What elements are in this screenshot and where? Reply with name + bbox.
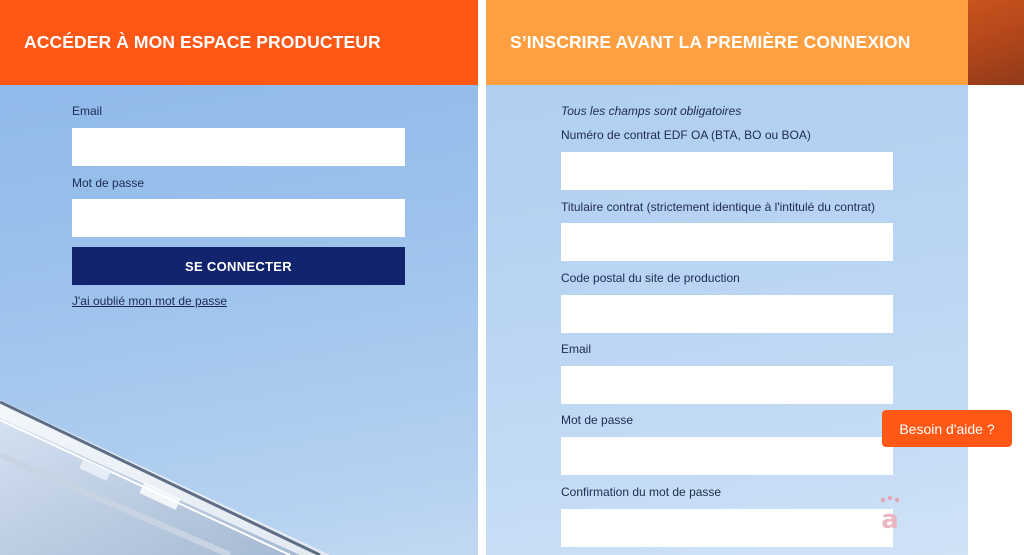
login-email-field[interactable] [72, 128, 405, 166]
login-password-label: Mot de passe [72, 176, 145, 190]
login-title: ACCÉDER À MON ESPACE PRODUCTEUR [24, 32, 381, 52]
forgot-password-link[interactable]: J'ai oublié mon mot de passe [72, 294, 228, 308]
register-header [486, 0, 968, 85]
register-email-label: Email [561, 342, 592, 356]
contract-number-field[interactable] [561, 152, 893, 190]
postal-code-field[interactable] [561, 295, 893, 333]
password-confirm-label: Confirmation du mot de passe [561, 485, 722, 499]
login-submit-button[interactable]: SE CONNECTER [72, 247, 405, 285]
contract-holder-label: Titulaire contrat (strictement identique à l'intitulé du contrat) [561, 200, 875, 214]
help-button[interactable]: Besoin d'aide ? [882, 410, 1012, 447]
register-password-label: Mot de passe [561, 413, 634, 427]
right-edge-background [968, 85, 1024, 555]
register-email-field[interactable] [561, 366, 893, 404]
register-title: S’INSCRIRE AVANT LA PREMIÈRE CONNEXION [510, 32, 911, 52]
header-photo [968, 0, 1024, 85]
login-email-label: Email [72, 104, 103, 118]
accessibility-a-icon[interactable] [874, 495, 906, 531]
postal-code-label: Code postal du site de production [561, 271, 740, 285]
password-confirm-field[interactable] [561, 509, 893, 547]
login-header [0, 0, 478, 85]
required-fields-note: Tous les champs sont obligatoires [561, 104, 742, 118]
contract-number-label: Numéro de contrat EDF OA (BTA, BO ou BOA) [561, 128, 811, 142]
solar-panel-image [0, 380, 330, 555]
column-divider [478, 0, 486, 555]
svg-text:a: a [881, 505, 899, 531]
register-password-field[interactable] [561, 437, 893, 475]
contract-holder-field[interactable] [561, 223, 893, 261]
login-password-field[interactable] [72, 199, 405, 237]
